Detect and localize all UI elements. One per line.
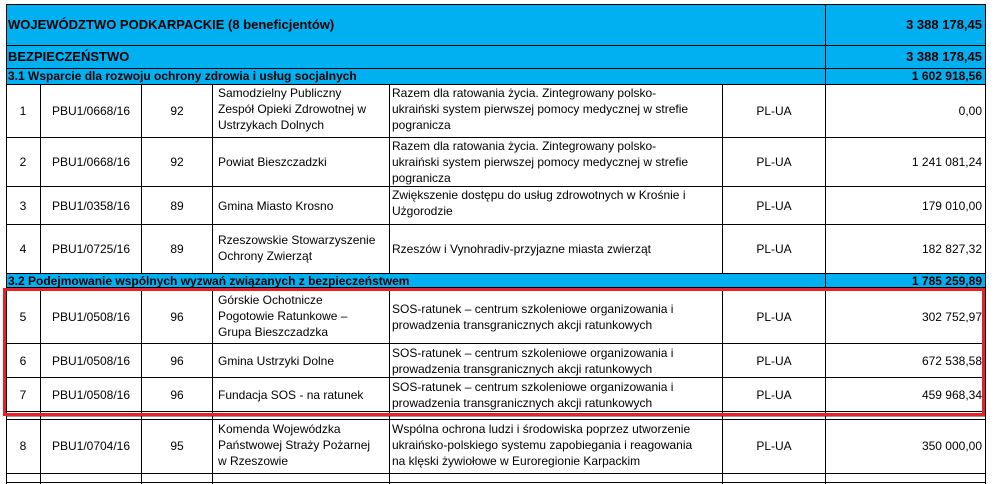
program-code: PL-UA xyxy=(756,242,792,256)
grid-line xyxy=(6,137,986,138)
grid-line xyxy=(722,287,723,484)
beneficiary-name: Górskie Ochotnicze Pogotowie Ratunkowe – Grupa Bieszczadzka xyxy=(218,293,348,339)
project-title: Razem dla ratowania życia. Zintegrowany polsko- ukraiński system pierwszej pomocy medycznej w strefie pogranicza xyxy=(392,139,689,185)
row-number: 8 xyxy=(19,439,27,453)
grid-line xyxy=(6,419,986,420)
program-code: PL-UA xyxy=(756,198,792,213)
row-number: 2 xyxy=(19,155,27,169)
grid-line xyxy=(40,287,41,484)
beneficiary-name: Gmina Ustrzyki Dolne xyxy=(218,353,335,368)
grid-line xyxy=(6,473,986,474)
grid-line xyxy=(6,224,986,225)
grid-line xyxy=(6,482,986,483)
project-id: PBU1/0668/16 xyxy=(51,104,131,118)
score: 96 xyxy=(170,310,184,324)
project-id: PBU1/0725/16 xyxy=(51,242,131,256)
row-number: 3 xyxy=(19,198,27,213)
program-code: PL-UA xyxy=(756,104,792,118)
grid-line xyxy=(40,84,41,273)
section-title: 3.2 Podejmowanie wspólnych wyzwań związanych z bezpieczeństwem xyxy=(8,273,410,288)
beneficiary-name: Rzeszowskie Stowarzyszenie Ochrony Zwierząt xyxy=(218,233,376,263)
score: 96 xyxy=(170,387,184,402)
grid-line xyxy=(6,4,7,484)
grid-line xyxy=(389,84,390,273)
row-number: 6 xyxy=(19,353,27,368)
region-total: 3 388 178,45 xyxy=(906,17,982,32)
score: 92 xyxy=(170,104,184,118)
project-id: PBU1/0508/16 xyxy=(51,310,131,324)
grid-line xyxy=(825,4,826,484)
grid-line xyxy=(212,287,213,484)
project-title: Zwiększenie dostępu do usług zdrowotnych w Krośnie i Użgorodzie xyxy=(392,188,686,218)
row-number: 5 xyxy=(19,310,27,324)
amount: 182 827,32 xyxy=(921,242,982,256)
project-title: Rzeszów i Vynohradiv-przyjazne miasta zwierząt xyxy=(392,242,651,256)
grid-line xyxy=(141,84,142,273)
section-title: 3.1 Wsparcie dla rozwoju ochrony zdrowia i usług socjalnych xyxy=(8,69,357,83)
program-code: PL-UA xyxy=(756,155,792,169)
grid-line xyxy=(6,68,986,69)
score: 96 xyxy=(170,353,184,368)
project-id: PBU1/0704/16 xyxy=(51,439,131,453)
beneficiary-name: Fundacja SOS - na ratunek xyxy=(218,387,364,402)
grid-line xyxy=(985,4,986,484)
amount: 302 752,97 xyxy=(921,310,982,324)
grid-line xyxy=(6,416,986,417)
beneficiary-name: Samodzielny Publiczny Zespół Opieki Zdrowotnej w Ustrzykach Dolnych xyxy=(218,86,367,132)
grid-line xyxy=(6,45,986,46)
section-total: 1 602 918,56 xyxy=(911,69,982,83)
project-title: Razem dla ratowania życia. Zintegrowany polsko- ukraiński system pierwszej pomocy medycznej w strefie pogranicza xyxy=(392,86,689,132)
project-title: SOS-ratunek – centrum szkoleniowe organizowania i prowadzenia transgranicznych akcji ratunkowych xyxy=(392,379,674,410)
score: 89 xyxy=(170,198,184,213)
amount: 179 010,00 xyxy=(921,198,982,213)
amount: 350 000,00 xyxy=(921,439,982,453)
score: 95 xyxy=(170,439,184,453)
grid-line xyxy=(6,4,986,5)
project-id: PBU1/0508/16 xyxy=(51,353,131,368)
project-id: PBU1/0508/16 xyxy=(51,387,131,402)
row-number: 7 xyxy=(19,387,27,402)
grid-line xyxy=(141,287,142,484)
grid-line xyxy=(212,84,213,273)
program-code: PL-UA xyxy=(756,310,792,324)
category-title: BEZPIECZEŃSTWO xyxy=(8,49,130,64)
project-title: Wspólna ochrona ludzi i środowiska poprzez utworzenie ukraińsko-polskiego systemu zapobiegania i reagowania na klęski żywiołowe w Euroregionie Karpackim xyxy=(392,422,693,468)
project-title: SOS-ratunek – centrum szkoleniowe organizowania i prowadzenia transgranicznych akcji ratunkowych xyxy=(392,302,674,332)
amount: 0,00 xyxy=(958,104,982,118)
grid-line xyxy=(6,287,986,288)
row-number: 1 xyxy=(19,104,27,118)
program-code: PL-UA xyxy=(756,387,792,402)
row-number: 4 xyxy=(19,242,27,256)
score: 89 xyxy=(170,242,184,256)
grid-line xyxy=(389,287,390,484)
score: 92 xyxy=(170,155,184,169)
beneficiary-name: Powiat Bieszczadzki xyxy=(218,155,327,169)
beneficiary-name: Komenda Wojewódzka Państwowej Straży Pożarnej w Rzeszowie xyxy=(218,422,371,468)
amount: 672 538,58 xyxy=(921,353,982,368)
grid-line xyxy=(6,84,986,85)
amount: 1 241 081,24 xyxy=(911,155,982,169)
program-code: PL-UA xyxy=(756,439,792,453)
grid-line xyxy=(6,411,986,412)
section-total: 1 785 259,89 xyxy=(911,273,982,288)
grid-line xyxy=(6,343,986,344)
grid-line xyxy=(6,186,986,187)
project-id: PBU1/0358/16 xyxy=(51,198,131,213)
grid-line xyxy=(6,273,986,274)
project-id: PBU1/0668/16 xyxy=(51,155,131,169)
grid-line xyxy=(722,84,723,273)
grid-line xyxy=(6,377,986,378)
category-total: 3 388 178,45 xyxy=(906,49,982,64)
project-title: SOS-ratunek – centrum szkoleniowe organizowania i prowadzenia transgranicznych akcji ratunkowych xyxy=(392,345,674,376)
beneficiary-name: Gmina Miasto Krosno xyxy=(218,198,334,213)
program-code: PL-UA xyxy=(756,353,792,368)
region-title: WOJEWÓDZTWO PODKARPACKIE (8 beneficjentów) xyxy=(8,17,335,32)
amount: 459 968,34 xyxy=(921,387,982,402)
